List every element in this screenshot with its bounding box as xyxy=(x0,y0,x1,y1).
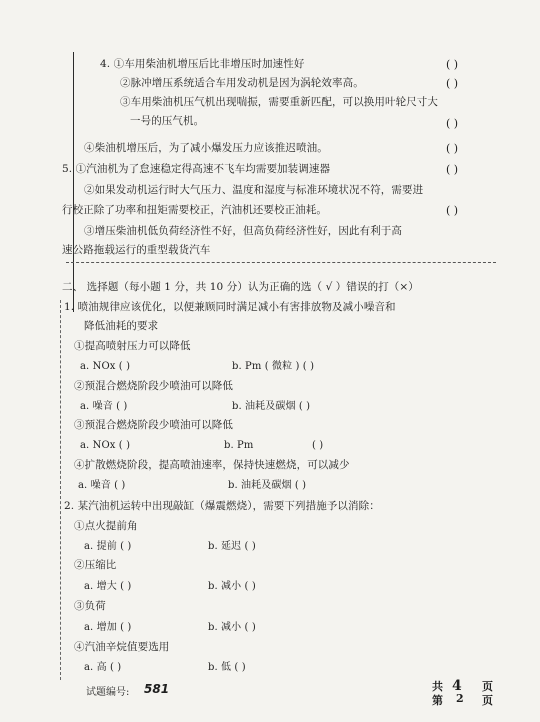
q4-item-3: ③车用柴油机压气机出现喘振，需要重新匹配，可以换用叶轮尺寸大 xyxy=(120,96,438,108)
q1-sub1-option-a: a. NOx ( ) xyxy=(80,361,131,372)
q1-sub4-option-b: b. 油耗及碳烟 ( ) xyxy=(228,480,307,491)
q4-item-4-answer: ( ) xyxy=(446,142,459,155)
exam-number-value: 581 xyxy=(144,682,170,696)
section-divider xyxy=(66,262,496,263)
q1-sub4: ④扩散燃烧阶段，提高喷油速率，保持快速燃烧，可以减少 xyxy=(74,459,350,471)
q1-sub4-option-a: a. 噪音 ( ) xyxy=(78,480,126,491)
q2-sub1: ①点火提前角 xyxy=(74,520,138,532)
page-total-value: 4 xyxy=(452,678,462,694)
q2-sub4-option-b: b. 低 ( ) xyxy=(208,662,246,673)
q2-sub2: ②压缩比 xyxy=(74,559,117,571)
q4-item-2-answer: ( ) xyxy=(446,77,459,90)
q1-sub3-option-b: b. Pm xyxy=(224,440,254,451)
q2-sub2-option-a: a. 增大 ( ) xyxy=(84,581,132,592)
q1-sub1-option-b: b. Pm ( 微粒 ) ( ) xyxy=(232,361,315,372)
q5-item-2-cont: 行校正除了功率和扭矩需要校正，汽油机还要校正油耗。 xyxy=(62,204,327,216)
q5-item-2-answer: ( ) xyxy=(446,204,459,217)
q2-sub4: ④汽油辛烷值要选用 xyxy=(74,641,170,653)
q2-sub1-option-a: a. 提前 ( ) xyxy=(84,541,132,552)
q4-item-1: 4. ①车用柴油机增压后比非增压时加速性好 xyxy=(100,58,305,70)
section2-heading: 二、 选择题（每小题 1 分，共 10 分）认为正确的选（ √ ）错误的打（×） xyxy=(62,281,419,293)
q2-sub3: ③负荷 xyxy=(74,600,106,612)
q4-item-4: ④柴油机增压后，为了减小爆发压力应该推迟喷油。 xyxy=(84,142,328,154)
q4-item-2: ②脉冲增压系统适合车用发动机是因为涡轮效率高。 xyxy=(120,77,364,89)
q1-sub2: ②预混合燃烧阶段少喷油可以降低 xyxy=(74,380,233,392)
q1-sub1: ①提高喷射压力可以降低 xyxy=(74,340,191,352)
q4-item-3-answer: ( ) xyxy=(446,117,459,130)
q1-sub2-option-a: a. 噪音 ( ) xyxy=(80,401,128,412)
q2-sub4-option-a: a. 高 ( ) xyxy=(84,662,122,673)
q1-sub3: ③预混合燃烧阶段少喷油可以降低 xyxy=(74,419,233,431)
margin-dashed-rule xyxy=(60,300,61,680)
q1-sub2-option-b: b. 油耗及碳烟 ( ) xyxy=(232,401,311,412)
page-current-label: 第 xyxy=(432,694,443,707)
q2-sub3-option-b: b. 减小 ( ) xyxy=(208,622,256,633)
q2-sub3-option-a: a. 增加 ( ) xyxy=(84,622,132,633)
page-total-unit: 页 xyxy=(482,680,493,693)
q1-text-line2: 降低油耗的要求 xyxy=(84,320,159,332)
q1-sub3-option-a: a. NOx ( ) xyxy=(80,440,131,451)
page-current-value: 2 xyxy=(456,692,464,705)
q4-item-3-cont: 一号的压气机。 xyxy=(130,115,205,127)
q5-item-3-cont: 速公路拖载运行的重型载货汽车 xyxy=(62,244,211,256)
q5-item-2: ②如果发动机运行时大气压力、温度和湿度与标准环境状况不符，需要进 xyxy=(84,184,424,196)
q5-item-1: 5. ①汽油机为了怠速稳定得高速不飞车均需要加装调速器 xyxy=(62,163,331,175)
q1-text-line1: 1. 喷油规律应该优化，以便兼顾同时满足减小有害排放物及减小噪音和 xyxy=(64,301,396,313)
q5-item-1-answer: ( ) xyxy=(446,163,459,176)
q1-sub3-option-b-answer: ( ) xyxy=(312,440,324,451)
page-current-unit: 页 xyxy=(482,694,493,707)
q4-item-1-answer: ( ) xyxy=(446,58,459,71)
q2-sub1-option-b: b. 延迟 ( ) xyxy=(208,541,256,552)
margin-rule xyxy=(73,52,74,312)
q5-item-3: ③增压柴油机低负荷经济性不好，但高负荷经济性好，因此有利于高 xyxy=(84,225,402,237)
page-total-label: 共 xyxy=(432,680,443,693)
q2-text: 2. 某汽油机运转中出现敲缸（爆震燃烧），需要下列措施予以消除： xyxy=(64,500,380,512)
q2-sub2-option-b: b. 减小 ( ) xyxy=(208,581,256,592)
exam-number-label: 试题编号: xyxy=(86,687,130,698)
